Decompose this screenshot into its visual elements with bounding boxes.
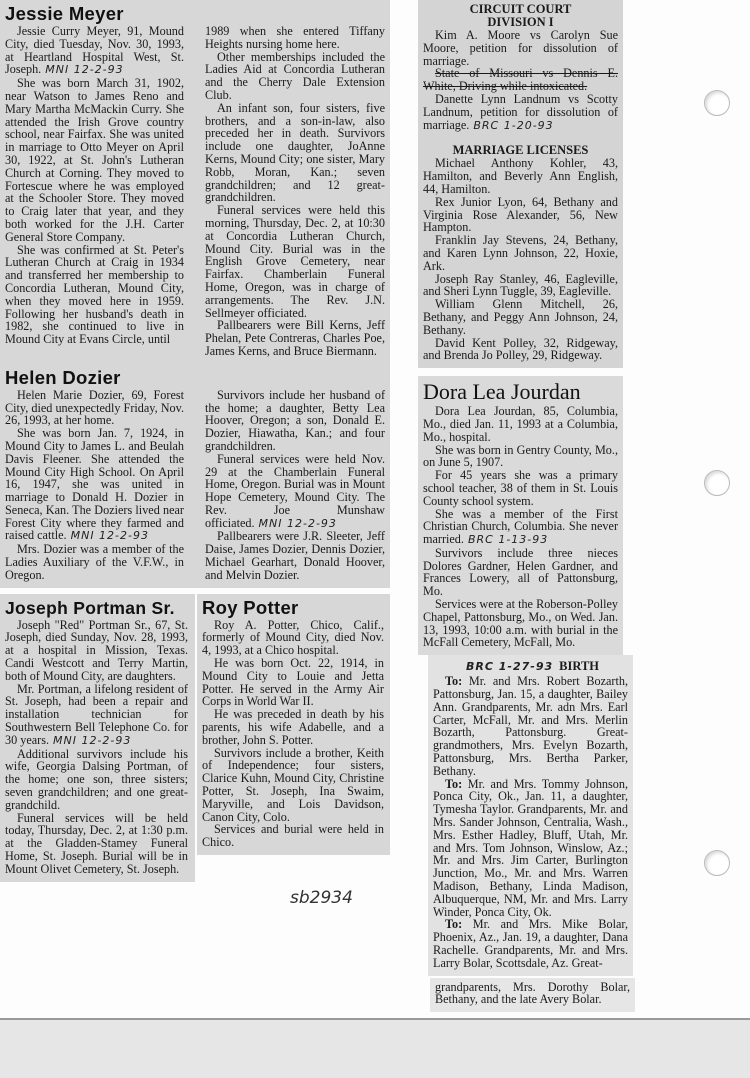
binder-hole [704,470,730,496]
paragraph-text: Joseph Ray Stanley, 46, Eagleville, and Sheri Lynn Tuggle, 39, Eagleville. [423,271,618,299]
paragraph [205,530,385,581]
birth-lead: To: [445,776,463,791]
paragraph-text: Mr. and Mrs. Robert Bozarth, Pattonsburg, Jan. 15, a daughter, Bailey Ann. Grandparents, Mr. adn Mrs. Earl Carter, McFall, Mr. and Mrs. Merlin Bozarth, Pattonsburg. Great-grandmothers, Mrs. Evelyn Bozarth, Pattonsburg, Mrs. Bertha Parker, Bethany. [433,674,628,778]
paragraph-text: She was born Jan. 7, 1924, in Mound City to James L. and Beulah Davis Fleener. She attended the Mound City High School. On April 16, 1947, she was united in marriage to Donald H. Dozier in Seneca, Kan. The Doziers lived near Forest City where they farmed and raised cattle. [5,426,184,543]
paragraph-text: Funeral services were held Nov. 29 at the Chamberlain Funeral Home, Oregon. Burial was in Mount Hope Cemetery, Mound City. The Rev. Joe Munshaw officiated. [205,451,385,530]
obituary-columns [5,389,385,582]
paragraph-text: Dora Lea Jourdan, 85, Columbia, Mo., died Jan. 11, 1993 at a Columbia, Mo., hospital. [423,404,618,444]
paragraph [423,405,618,443]
obituary-title: Jessie Meyer [5,3,124,24]
paragraph [202,619,384,657]
obituary-title: Dora Lea Jourdan [423,379,581,405]
clipping-joseph-portman [0,594,195,882]
paragraph [202,708,384,746]
paragraph [5,244,184,346]
paragraph [205,319,385,357]
handwritten-note: MNI 12-2-93 [53,733,132,747]
paragraph [205,25,385,51]
paragraph [5,25,184,77]
handwritten-note: BRC 1-20-93 [473,118,554,132]
paragraph-text: Funeral services were held this morning, Thursday, Dec. 2, at 10:30 at Concordia Lutheran Church, Mound City. Burial was in the English Grove Cemetery, near Fairfax. Chamberlain Funeral Home, Oregon, was in charge of arrangements. The Rev. J.N. Sellmeyer officiated. [205,203,385,320]
paragraph [5,619,188,683]
paragraph-text: MARRIAGE LICENSES [452,143,589,158]
paragraph [423,298,618,336]
binder-hole [704,850,730,876]
paragraph [5,389,184,427]
paragraph-text: Pallbearers were J.R. Sleeter, Jeff Daise, James Dozier, Dennis Dozier, Michael Gearhart, Donald Hoover, and Melvin Dozier. [205,529,385,582]
paragraph-text: Mrs. Dozier was a member of the Ladies Auxiliary of the V.F.W., in Oregon. [5,542,184,582]
paragraph [5,77,184,243]
handwritten-note: MNI 12-2-93 [70,529,149,543]
page-mark-handwritten: sb2934 [290,887,353,908]
paragraph-text: David Kent Polley, 32, Ridgeway, and Brenda Jo Polley, 29, Ridgeway. [423,335,618,363]
paragraph [423,273,618,299]
paragraph-text: Survivors include three nieces Dolores Gardner, Helen Gardner, and Frances Lowery, all of Pattonsburg, Mo. [423,545,618,599]
paragraph-text: Survivors include a brother, Keith of Independence; four sisters, Clarice Kuhn, Mound City, Christine Potter, St. Joseph, Ina Swaim, Maryville, and Lois Davidson, Canon City, Colo. [202,745,384,824]
paragraph [5,427,184,543]
paragraph [433,675,628,777]
handwritten-note: BRC 1-13-93 [467,533,549,547]
paragraph [205,389,385,453]
paragraph [423,234,618,272]
paragraph-text: CIRCUIT COURT [469,2,572,16]
paragraph [423,337,618,363]
paragraph [423,29,618,67]
right-clippings [418,0,634,1012]
obituary-column-2 [205,25,385,358]
clipping-roy-potter [197,594,390,855]
binder-hole [704,90,730,116]
paragraph [205,204,385,319]
paragraph-text: She was born March 31, 1902, near Watson to James Reno and Mary Martha McMackin Curry. She attended the Irish Grove country school, near Fairfax. She was united in marriage to Otto Meyer on April 30, 1922, at St. John's Lutheran Church at Corning. They moved to Fortescue where he was employed at the Schooler Store. They moved to Craig later that year, and they both worked for the J.H. Carter General Store Company. [5,76,184,244]
paragraph-text: DIVISION I [487,15,554,29]
paragraph [423,444,618,470]
paragraph-text: Survivors include her husband of the home; a daughter, Betty Lea Hoover, Oregon; a son, Donald E. Dozier, Hiawatha, Kan.; and four grandchildren. [205,387,385,453]
paragraph [423,93,618,132]
paragraph-text: William Glenn Mitchell, 26, Bethany, and Peggy Ann Johnson, 24, Bethany. [423,297,618,337]
paragraph [202,823,384,849]
paragraph [423,67,618,93]
paragraph [433,778,628,919]
paragraph-text: Danette Lynn Landnum vs Scotty Landnum, petition for dissolution of marriage. [423,91,618,132]
paragraph [423,157,618,195]
obituary-columns [5,25,385,358]
scan-bottom-edge [0,1018,750,1078]
paragraph [205,51,385,102]
clipping-dora-lea-jourdan [418,376,623,655]
obituary-column [423,405,618,649]
paragraph [5,812,188,876]
obituary-column [202,619,384,849]
clipping-birth [428,655,633,975]
paragraph [205,102,385,204]
obituary-column [5,619,188,876]
paragraph-text: Funeral services will be held today, Thursday, Dec. 2, at 1:30 p.m. at the Gladden-Stamey Funeral Home, St. Joseph. Burial will be in Mount Olivet Cemetery, St. Joseph. [5,810,188,876]
paragraph-text: Michael Anthony Kohler, 43, Hamilton, and Beverly Ann English, 44, Hamilton. [423,156,618,196]
paragraph-text: Joseph "Red" Portman Sr., 67, St. Joseph, died Sunday, Nov. 28, 1993, at a hospital in Mission, Texas. Candi Westcott and Terry Martin, both of Mound City, are daughters. [5,617,188,683]
clipping-jessie-meyer [0,0,390,364]
paragraph-text: Rex Junior Lyon, 64, Bethany and Virginia Rose Alexander, 56, New Hampton. [423,194,618,235]
birth-heading-text: BIRTH [559,659,600,674]
paragraph-text: She was a member of the First Christian Church, Columbia. She never married. [423,506,618,547]
paragraph-text: Mr. and Mrs. Mike Bolar, Phoenix, Az., Jan. 19, a daughter, Dana Rachelle. Grandparents, Mr. and Mrs. Larry Bolar, Scottsdale, Az. Great- [433,917,629,970]
paragraph-text: State of Missouri vs Dennis E. White, Driving while intoxicated. [423,66,618,94]
paragraph-text: An infant son, four sisters, five brothers, and a son-in-law, also preceded her in death. Survivors include one daughter, JoAnne Kerns, Mound City; one sister, Mary Robb, Moran, Kan.; seven grandchildren; and 12 great-grandchildren. [205,100,385,205]
handwritten-note: MNI 12-2-93 [45,63,124,77]
obituary-column-2 [205,389,385,582]
paragraph-text: Services and burial were held in Chico. [202,822,384,850]
paragraph-text: Helen Marie Dozier, 69, Forest City, died unexpectedly Friday, Nov. 26, 1993, at her home. [5,387,184,428]
birth-lead: To: [445,917,463,932]
paragraph [5,748,188,812]
left-clippings [0,0,390,908]
lower-clippings-row [0,594,390,882]
paragraph-text: Additional survivors include his wife, Georgia Dalsing Portman, of the home; one son, three sisters; seven grandchildren; and one great-grandchild. [5,746,188,812]
paragraph-text: Mr. Portman, a lifelong resident of St. Joseph, had been a repair and installation technician for Southwestern Bell Telephone Co. for 30 years. [5,681,188,747]
paragraph-text: Pallbearers were Bill Kerns, Jeff Phelan, Pete Contreras, Charles Poe, James Kerns, and Bruce Biermann. [205,318,385,358]
paragraph-text: Franklin Jay Stevens, 24, Bethany, and Karen Lynn Johnson, 22, Hoxie, Ark. [423,233,618,273]
clipping-birth-tail [430,978,635,1013]
paragraph [423,508,618,547]
birth-heading [433,658,628,675]
paragraph-text: Services were at the Roberson-Polley Chapel, Pattonsburg, Mo., on Wed. Jan. 13, 1993, 10:00 a.m. with burial in the McFall Cemetery, McFall, Mo. [423,597,618,650]
birth-lead: To: [445,674,463,689]
obituary-title: Helen Dozier [5,366,121,388]
paragraph-text: For 45 years she was a primary school teacher, 38 of them in St. Louis County school system. [423,468,618,508]
birth-tail-text: grandparents, Mrs. Dorothy Bolar, Bethany, and the late Avery Bolar. [435,979,630,1007]
paragraph [5,543,184,581]
paragraph-text: She was born in Gentry County, Mo., on June 5, 1907. [423,442,618,470]
paragraph-text: Jessie Curry Meyer, 91, Mound City, died Tuesday, Nov. 30, 1993, at Heartland Hospital West, St. Joseph. [5,24,184,77]
paragraph-text: Mr. and Mrs. Tommy Johnson, Ponca City, Ok., Jan. 11, a daughter, Tymesha Taylor. Grandparents, Mr. and Mrs. Sander Johnson, Centralia, Wash., Mrs. Esther Hadley, Bluff, Utah, Mr. and Mrs. Tom Johnson, Winslow, Az.; Mr. and Mrs. Jim Carter, Burlington Junction, Mo., Mr. and Mrs. Warren Madison, Bethany, Linda Madison, Albuquerque, NM, Mr. and Mrs. Larry Winder, Ponca City, Ok. [433,776,629,919]
obituary-title: Roy Potter [202,596,299,618]
paragraph [423,469,618,507]
paragraph-text: She was confirmed at St. Peter's Lutheran Church at Craig in 1934 and transferred her membership to Concordia Lutheran, Mound City, when they moved here in 1959. Following her husband's death in 1982, she continued to live in Mound City at Evans Circle, until [5,242,184,347]
paragraph [433,918,628,969]
court-column [423,3,618,362]
paragraph [202,747,384,824]
handwritten-note: MNI 12-2-93 [258,516,337,530]
paragraph [202,657,384,708]
paragraph [423,196,618,234]
paragraph-text: Other memberships included the Ladies Aid at Concordia Lutheran and the Cherry Dale Extension Club. [205,49,385,102]
obituary-column-1 [5,389,184,582]
handwritten-note: BRC 1-27-93 [465,660,554,674]
paragraph [205,453,385,531]
paragraph-text: Kim A. Moore vs Carolyn Sue Moore, petition for dissolution of marriage. [423,28,618,68]
paragraph [5,683,188,748]
paragraph-text: He was born Oct. 22, 1914, in Mound City to Louie and Jetta Potter. He served in the Army Air Corps in World War II. [202,656,384,709]
obituary-title: Joseph Portman Sr. [5,597,175,618]
birth-column [433,675,628,969]
paragraph [423,547,618,598]
clipping-helen-dozier [0,364,390,588]
paragraph [423,598,618,649]
paragraph-text: 1989 when she entered Tiffany Heights nursing home here. [205,24,385,51]
paragraph-text: He was preceded in death by his parents, his wife Adabelle, and a brother, John S. Potter. [202,707,384,747]
clipping-circuit-court [418,0,623,368]
paragraph-text: Roy A. Potter, Chico, Calif., formerly of Mound City, died Nov. 4, 1993, at a Chico hospital. [202,617,384,658]
obituary-column-1 [5,25,184,358]
